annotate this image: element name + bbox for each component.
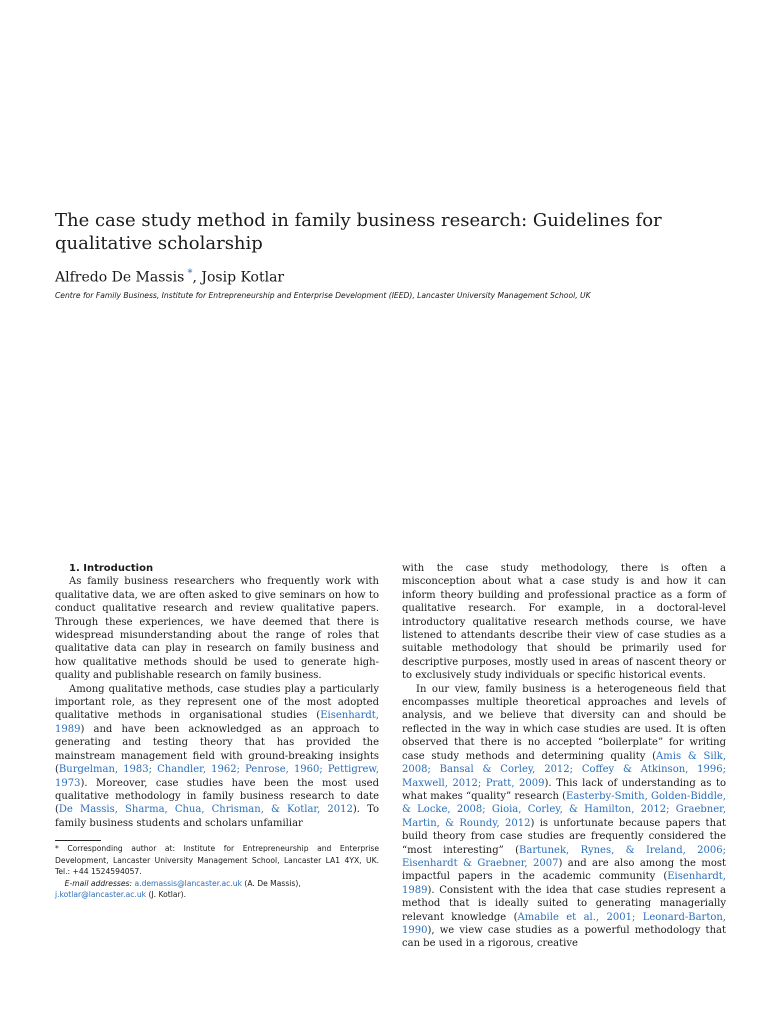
- footnote-emails: E-mail addresses: a.demassis@lancaster.ac.uk (A. De Massis), j.kotlar@lancaster.ac.uk (J. Kotlar).: [55, 878, 301, 900]
- author-name: Josip Kotlar: [201, 269, 285, 286]
- author-name: Alfredo De Massis: [55, 269, 185, 286]
- article-title: The case study method in family business research: Guidelines for qualitative scholarship: [55, 210, 662, 254]
- footnote-rule: [55, 840, 101, 841]
- affiliation: Centre for Family Business, Institute for Entrepreneurship and Enterprise Development (IEED), Lancaster University Management School, UK: [55, 291, 591, 300]
- corresponding-author-link[interactable]: *: [187, 268, 193, 279]
- section-heading: 1. Introduction: [69, 563, 154, 574]
- citation-link[interactable]: Eisenhardt, 1989: [55, 710, 379, 735]
- footnote: [55, 843, 379, 901]
- paragraph: In our view, family business is a heterogeneous field that encompasses multiple theoretical approaches and levels of analysis, and we believe that diversity can and should be reflected in the way in which case studies are used. It is often observed that there is no accepted “boilerplate” for writing case study methods and determining quality (Amis & Silk, 2008; Bansal & Corley, 2012; Coffey & Atkinson, 1996; Maxwell, 2012; Pratt, 2009). This lack of understanding as to what makes “quality” research (Easterby-Smith, Golden-Biddle, & Locke, 2008; Gioia, Corley, & Hamilton, 2012; Graebner, Martin, & Roundy, 2012) is unfortunate because papers that build theory from case studies are frequently considered the “most interesting” (Bartunek, Rynes, & Ireland, 2006; Eisenhardt & Graebner, 2007) and are also among the most impactful papers in the academic community (Eisenhardt, 1989). Consistent with the idea that case studies represent a method that is ideally suited to generating managerially relevant knowledge (Amabile et al., 2001; Leonard-Barton, 1990), we view case studies as a powerful methodology that can be used in a rigorous, creative: [402, 683, 727, 950]
- citation-link[interactable]: Eisenhardt, 1989: [402, 871, 726, 896]
- citation-link[interactable]: De Massis, Sharma, Chua, Chrisman, & Kotlar, 2012: [58, 804, 353, 816]
- paragraph: with the case study methodology, there is often a misconception about what a case study is and how it can inform theory building and professional practice as a form of qualitative research. For example, in a doctoral-level introductory qualitative research methods course, we have listened to attendants describe their view of case studies as a suitable methodology that should be primarily used for descriptive purposes, mostly used in areas of nascent theory or to exclusively study individuals or specific historical events.: [402, 563, 726, 682]
- citation-link[interactable]: Easterby-Smith, Golden-Biddle, & Locke, 2008; Gioia, Corley, & Hamilton, 2012; Graebner, Martin, & Roundy, 2012: [402, 790, 726, 829]
- citation-link[interactable]: Amis & Silk, 2008; Bansal & Corley, 2012; Coffey & Atkinson, 1996; Maxwell, 2012; Pratt, 2009: [402, 750, 727, 789]
- citation-link[interactable]: Amabile et al., 2001; Leonard-Barton, 1990: [402, 911, 726, 936]
- author-separator: ,: [192, 269, 202, 286]
- author-line: [55, 265, 284, 287]
- footnote-corresponding: * Corresponding author at: Institute for Entrepreneurship and Enterprise Development, Lancaster University Management School, Lancaster LA1 4YX, UK. Tel.: +44 1524594057.: [55, 844, 379, 877]
- body-column-right: [402, 562, 726, 951]
- body-column-left: [55, 562, 379, 830]
- email-link[interactable]: j.kotlar@lancaster.ac.uk: [55, 890, 147, 900]
- citation-link[interactable]: Burgelman, 1983; Chandler, 1962; Penrose, 1960; Pettigrew, 1973: [55, 764, 379, 789]
- email-link[interactable]: a.demassis@lancaster.ac.uk: [134, 878, 242, 888]
- citation-link[interactable]: Bartunek, Rynes, & Ireland, 2006; Eisenhardt & Graebner, 2007: [402, 844, 726, 869]
- paragraph: As family business researchers who frequently work with qualitative data, we are often asked to give seminars on how to conduct qualitative research and review qualitative papers. Through these experiences, we have deemed that there is widespread misunderstanding about the range of roles that qualitative data can play in research on family business and how qualitative methods should be used to generate high-quality and publishable research on family business.: [55, 576, 379, 682]
- paragraph: Among qualitative methods, case studies play a particularly important role, as they represent one of the most adopted qualitative methods in organisational studies (Eisenhardt, 1989) and have been acknowledged as an approach to generating and testing theory that has provided the mainstream management field with ground-breaking insights (Burgelman, 1983; Chandler, 1962; Penrose, 1960; Pettigrew, 1973). Moreover, case studies have been the most used qualitative methodology in family business research to date (De Massis, Sharma, Chua, Chrisman, & Kotlar, 2012). To family business students and scholars unfamiliar: [55, 683, 379, 829]
